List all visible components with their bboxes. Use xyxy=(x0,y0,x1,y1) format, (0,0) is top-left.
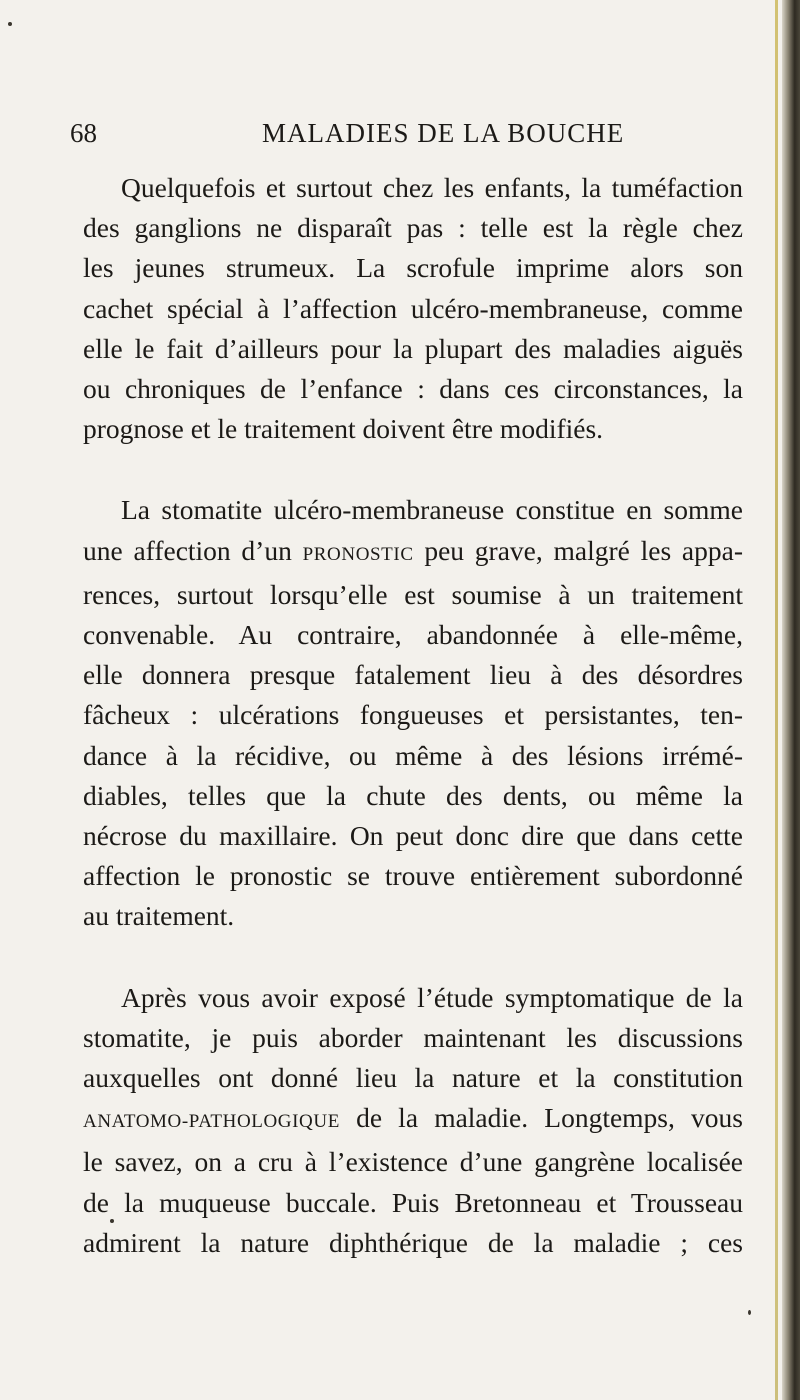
text-line: rences, surtout lorsqu’elle est soumise à un traitement xyxy=(83,578,743,610)
text-line: au traitement. xyxy=(83,900,235,932)
text-line: ou chroniques de l’enfance : dans ces circonstances, la xyxy=(83,373,743,405)
page-number: 68 xyxy=(70,118,97,148)
text-run: peu grave, malgré les appa- xyxy=(413,534,743,566)
text-line: diables, telles que la chute des dents, ou même la xyxy=(83,779,743,811)
text-line: fâcheux : ulcérations fongueuses et persistantes, ten- xyxy=(83,699,743,731)
text-line: nécrose du maxillaire. On peut donc dire que dans cette xyxy=(83,820,743,852)
body-text xyxy=(83,168,743,1263)
text-run: de la maladie. Longtemps, vous xyxy=(339,1102,743,1134)
text-line: Après vous avoir exposé l’étude symptomatique de la xyxy=(121,981,743,1013)
text-line: stomatite, je puis aborder maintenant les discussions xyxy=(83,1021,743,1053)
ink-speck xyxy=(8,22,12,26)
text-line: le savez, on a cru à l’existence d’une gangrène localisée xyxy=(83,1146,743,1178)
text-run: une affection d’un xyxy=(83,534,303,566)
text-line: des ganglions ne disparaît pas : telle est la règle chez xyxy=(83,212,743,244)
text-line: elle donnera presque fatalement lieu à des désordres xyxy=(83,659,743,691)
text-line xyxy=(83,531,743,575)
page-edge-line xyxy=(775,0,778,1400)
paragraph xyxy=(83,978,743,1263)
paragraph xyxy=(83,490,743,936)
text-line xyxy=(83,1098,743,1142)
text-line: les jeunes strumeux. La scrofule imprime alors son xyxy=(83,252,743,284)
paragraph-gap xyxy=(83,937,743,978)
paragraph-gap xyxy=(83,449,743,490)
small-caps-term: PRONOSTIC xyxy=(302,543,414,565)
text-line: La stomatite ulcéro-membraneuse constitue en somme xyxy=(121,494,743,526)
text-line: auxquelles ont donné lieu la nature et la constitution xyxy=(83,1062,743,1094)
text-line: affection le pronostic se trouve entièrement subordonné xyxy=(83,860,743,892)
page-edge-shadow xyxy=(782,0,800,1400)
small-caps-term: ANATOMO-PATHOLOGIQUE xyxy=(83,1111,340,1133)
text-line: convenable. Au contraire, abandonnée à elle-même, xyxy=(83,619,743,651)
text-line: cachet spécial à l’affection ulcéro-membraneuse, comme xyxy=(83,292,743,324)
running-title: MALADIES DE LA BOUCHE xyxy=(262,118,625,148)
text-line: dance à la récidive, ou même à des lésions irrémé- xyxy=(83,739,743,771)
text-line: prognose et le traitement doivent être modifiés. xyxy=(83,413,604,445)
ink-speck xyxy=(748,1310,751,1315)
text-line: elle le fait d’ailleurs pour la plupart des maladies aiguës xyxy=(83,332,743,364)
text-line: admirent la nature diphthérique de la maladie ; ces xyxy=(83,1226,743,1258)
text-line: Quelquefois et surtout chez les enfants, la tuméfaction xyxy=(121,172,743,203)
text-line: de la muqueuse buccale. Puis Bretonneau et Trousseau xyxy=(83,1186,743,1218)
running-head xyxy=(70,118,750,158)
paragraph xyxy=(83,168,743,449)
